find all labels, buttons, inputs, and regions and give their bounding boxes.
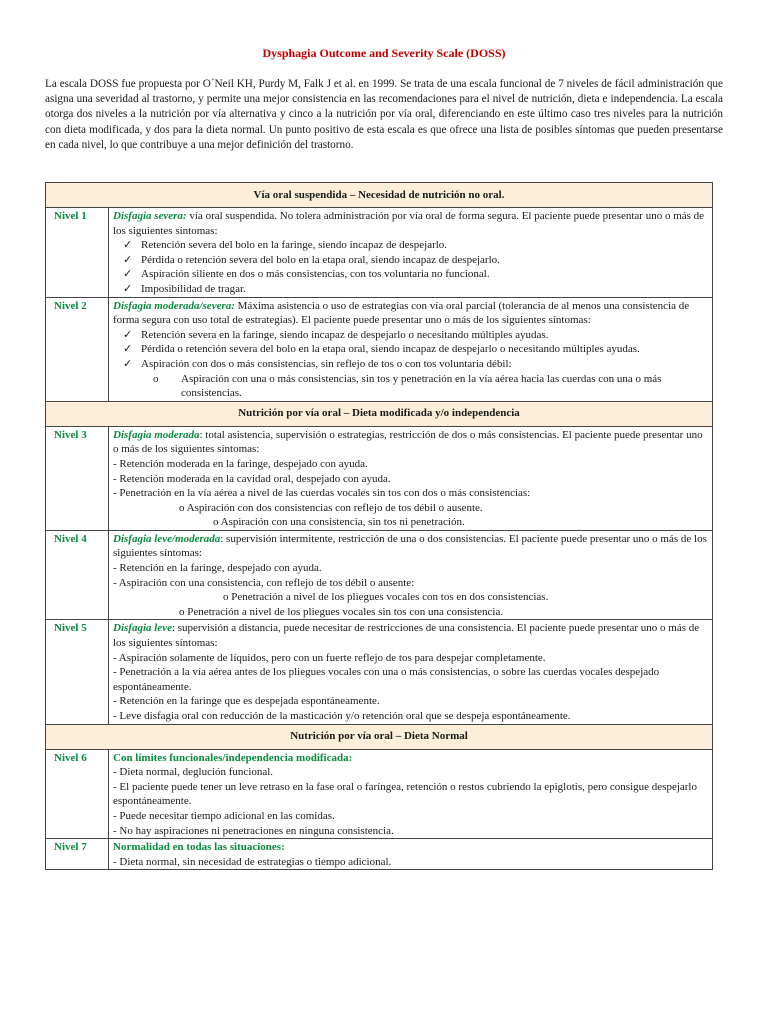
level-row-7 <box>46 839 713 870</box>
level-content <box>109 426 713 530</box>
symptom-item: ✓ Aspiración con dos o más consistencias, sin reflejo de tos o con tos voluntaria débil: <box>123 357 512 370</box>
level-label: Nivel 5 <box>46 620 109 724</box>
level-name: Normalidad en todas las situaciones: <box>113 841 285 854</box>
section-header: Nutrición por vía oral – Dieta modificada y/o independencia <box>46 401 713 426</box>
level-label: Nivel 1 <box>46 208 109 298</box>
symptom-item: - El paciente puede tener un leve retraso en la fase oral o faríngea, retención o restos cubriendo la epiglotis, pero consigue despejarlo espontáneamente. <box>113 780 697 808</box>
symptom-item: ✓ Pérdida o retención severa del bolo en la etapa oral, siendo incapaz de despejarlo. <box>123 253 500 266</box>
level-name: Disfagia moderada <box>113 428 200 441</box>
document-title: Dysphagia Outcome and Severity Scale (DOSS) <box>262 46 506 60</box>
level-description: vía oral suspendida. No tolera administración por vía oral de forma segura. El paciente puede presentar uno o más de los siguientes síntomas: <box>113 210 705 237</box>
level-label: Nivel 2 <box>46 297 109 401</box>
symptom-item: - Dieta normal, sin necesidad de estrategias o tiempo adicional. <box>113 855 392 868</box>
level-content <box>109 620 713 724</box>
symptom-item: - Penetración a la vía aérea antes de los pliegues vocales con una o más consistencias, o sobre las cuerdas vocales despejado espontáneamente. <box>113 666 660 693</box>
level-description: : total asistencia, supervisión o estrategias, restricción de dos o más consistencias. El paciente puede presentar uno o más de los siguientes síntomas: <box>113 428 703 456</box>
section-header: Nutrición por vía oral – Dieta Normal <box>46 724 713 749</box>
section-header: Vía oral suspendida – Necesidad de nutrición no oral. <box>46 183 713 208</box>
check-icon: ✓ <box>123 343 133 356</box>
section-header-row <box>46 401 713 426</box>
symptom-item: ✓ Aspiración siliente en dos o más consistencias, con tos voluntaria no funcional. <box>123 268 490 281</box>
level-name: Disfagia leve <box>113 622 172 635</box>
check-icon: ✓ <box>123 282 133 295</box>
check-icon: ✓ <box>123 268 133 281</box>
level-label: Nivel 3 <box>46 426 109 530</box>
sub-symptom-item: o Aspiración con una o más consistencias, sin tos y penetración en la vía aérea hacia las cuerdas con una o más consistencias. <box>153 372 662 400</box>
sub-symptom-item: o Aspiración con una consistencia, sin tos ni penetración. <box>213 516 465 529</box>
symptom-item: - Retención en la faringe, despejado con ayuda. <box>113 562 322 575</box>
symptom-item: - Retención moderada en la cavidad oral, despejado con ayuda. <box>113 472 391 485</box>
symptom-item: ✓ Retención severa del bolo en la faringe, siendo incapaz de despejarlo. <box>123 239 448 252</box>
symptom-item: ✓ Imposibilidad de tragar. <box>123 282 246 295</box>
level-label: Nivel 7 <box>46 839 109 870</box>
check-icon: ✓ <box>123 253 133 266</box>
level-content <box>109 749 713 839</box>
circle-bullet-icon: o <box>153 372 159 385</box>
level-label: Nivel 4 <box>46 530 109 620</box>
symptom-item: - Retención moderada en la faringe, despejado con ayuda. <box>113 457 368 470</box>
symptom-item: - Aspiración solamente de líquidos, pero con un fuerte reflejo de tos para despejar completamente. <box>113 651 546 664</box>
level-content <box>109 530 713 620</box>
level-row-1 <box>46 208 713 298</box>
symptom-item: ✓ Retención severa en la faringe, siendo incapaz de despejarlo o necesitando múltiples ayudas. <box>123 328 549 341</box>
symptom-item: ✓ Pérdida o retención severa del bolo en la etapa oral, siendo incapaz de despejarlo o necesitando múltiples ayudas. <box>123 343 640 356</box>
level-label: Nivel 6 <box>46 749 109 839</box>
level-name: Con límites funcionales/independencia modificada: <box>113 751 353 764</box>
sub-symptom-item: o Penetración a nivel de los pliegues vocales sin tos con una consistencia. <box>179 605 504 618</box>
doss-table <box>45 182 713 870</box>
symptom-item: - Puede necesitar tiempo adicional en las comidas. <box>113 809 335 822</box>
level-row-2 <box>46 297 713 401</box>
level-description: : supervisión a distancia, puede necesitar de restricciones de una consistencia. El paciente puede presentar uno o más de los siguientes síntomas: <box>113 622 700 650</box>
level-content <box>109 839 713 870</box>
level-description: Máxima asistencia o uso de estrategias con vía oral parcial (tolerancia de al menos una consistencia de forma segura con uso total de estrategias). El paciente puede presentar uno o más de los siguientes síntomas: <box>113 299 690 327</box>
level-description: : supervisión intermitente, restricción de una o dos consistencias. El paciente puede presentar uno o más de los siguientes síntomas: <box>113 532 707 560</box>
level-name: Disfagia severa: <box>113 210 187 222</box>
level-row-5 <box>46 620 713 724</box>
symptom-item: - Retención en la faringe que es despejada espontáneamente. <box>113 695 380 708</box>
symptom-item: - Dieta normal, deglución funcional. <box>113 766 274 779</box>
level-row-3 <box>46 426 713 530</box>
sub-symptom-item: o Aspiración con dos consistencias con reflejo de tos débil o ausente. <box>179 501 483 514</box>
sub-symptom-item: o Penetración a nivel de los pliegues vocales con tos en dos consistencias. <box>223 591 549 604</box>
check-icon: ✓ <box>123 328 133 341</box>
symptom-item: - No hay aspiraciones ni penetraciones en ninguna consistencia. <box>113 824 394 837</box>
section-header-row <box>46 724 713 749</box>
level-row-4 <box>46 530 713 620</box>
symptom-item: - Leve disfagia oral con reducción de la masticación y/o retención oral que se despeja espontáneamente. <box>113 710 571 722</box>
intro-paragraph: La escala DOSS fue propuesta por O´Neil KH, Purdy M, Falk J et al. en 1999. Se trata de una escala funcional de 7 niveles de fácil administración que asigna una severidad al trastorno, y permite una mejor consistencia en las recomendaciones para el nivel de nutrición, dieta e independencia. La escala otorga dos niveles a la nutrición por vía alternativa y cinco a la nutrición por vía oral, diferenciando en este último caso tres niveles para la nutrición con dieta modificada, y dos para la dieta normal. Un punto positivo de esta escala es que ofrece una lista de posibles síntomas que pueden presentarse en cada nivel, lo que contribuye a una mejor definición del trastorno. <box>45 78 723 151</box>
level-name: Disfagia leve/moderada <box>113 532 221 545</box>
level-row-6 <box>46 749 713 839</box>
check-icon: ✓ <box>123 239 133 252</box>
level-content <box>109 208 713 298</box>
level-content <box>109 297 713 401</box>
level-name: Disfagia moderada/severa: <box>113 299 235 312</box>
symptom-item: - Penetración en la vía aérea a nivel de las cuerdas vocales sin tos con dos o más consistencias: <box>113 487 531 500</box>
section-header-row <box>46 183 713 208</box>
check-icon: ✓ <box>123 357 133 370</box>
symptom-item: - Aspiración con una consistencia, con reflejo de tos débil o ausente: <box>113 576 415 589</box>
